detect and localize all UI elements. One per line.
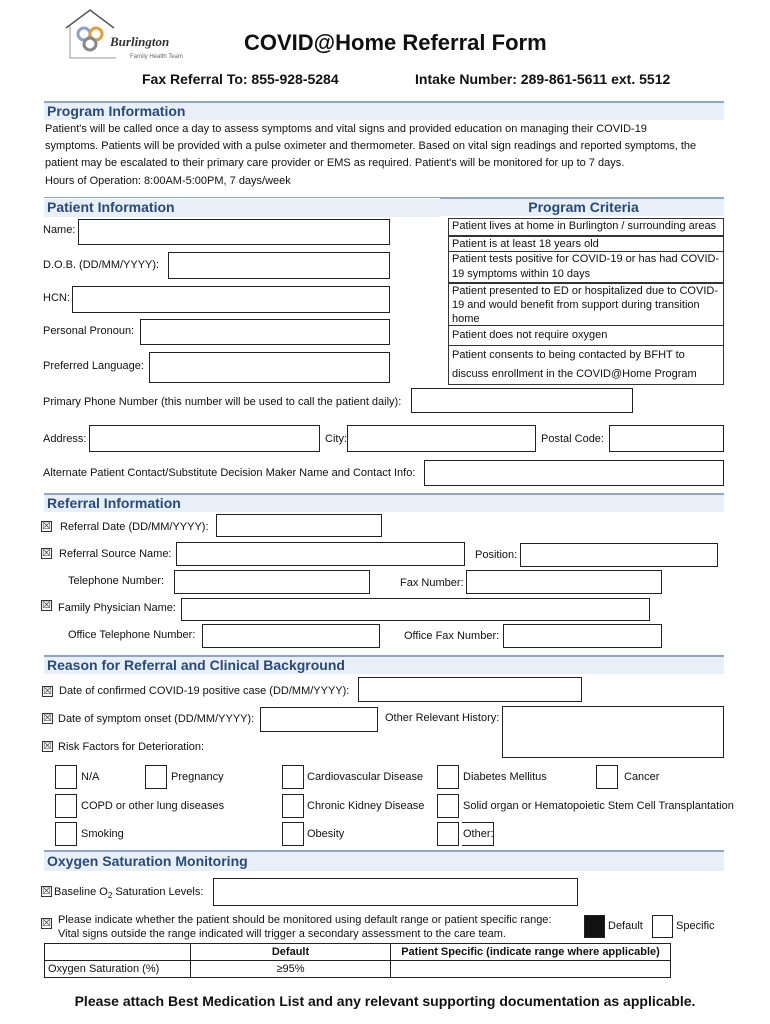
history-field[interactable]: [502, 706, 724, 758]
risk-checkbox-na[interactable]: [55, 765, 77, 789]
checkbox[interactable]: ☒: [42, 886, 51, 897]
fax-referral: Fax Referral To: 855-928-5284: [142, 71, 339, 87]
criteria-item: Patient presented to ED or hospitalized due to COVID-19 and would benefit from support during transition home: [448, 283, 724, 326]
risk-factors-label: Risk Factors for Deterioration:: [58, 741, 205, 753]
phone-field[interactable]: [411, 388, 633, 413]
patient-information-header: Patient Information: [44, 199, 440, 217]
onset-date-field[interactable]: [260, 707, 378, 732]
criteria-item: Patient tests positive for COVID-19 or has had COVID-19 symptoms within 10 days: [448, 251, 724, 283]
baseline-label-text: Baseline O: [54, 886, 108, 898]
checkbox[interactable]: ☒: [42, 600, 51, 611]
telephone-label: Telephone Number:: [68, 575, 165, 587]
position-label: Position:: [475, 549, 518, 561]
program-information-header: Program Information: [44, 101, 724, 120]
onset-date-label: Date of symptom onset (DD/MM/YYYY):: [58, 713, 255, 725]
oxygen-table: [44, 943, 671, 978]
office-fax-field[interactable]: [503, 624, 662, 648]
default-range-label: Default: [608, 920, 643, 932]
checkbox[interactable]: ☒: [42, 548, 51, 559]
name-label: Name:: [43, 224, 76, 236]
intake-number: Intake Number: 289-861-5611 ext. 5512: [415, 71, 671, 87]
criteria-item: Patient consents to being contacted by BFHT to discuss enrollment in the COVID@Home Program: [448, 345, 724, 385]
pronoun-label: Personal Pronoun:: [43, 325, 135, 337]
risk-checkbox-transplant[interactable]: [437, 794, 459, 818]
fax-number-label: Fax Number:: [400, 577, 464, 589]
alternate-contact-label: Alternate Patient Contact/Substitute Decision Maker Name and Contact Info:: [43, 467, 416, 479]
baseline-label: [54, 886, 203, 900]
physician-label: Family Physician Name:: [58, 602, 176, 614]
risk-checkbox-kidney[interactable]: [282, 794, 304, 818]
risk-label: Obesity: [307, 828, 345, 840]
risk-checkbox-pregnancy[interactable]: [145, 765, 167, 789]
referral-date-field[interactable]: [216, 514, 382, 537]
referral-date-label: Referral Date (DD/MM/YYYY):: [60, 521, 209, 533]
table-header-cell: Patient Specific (indicate range where applicable): [391, 944, 671, 961]
risk-label: Cancer: [624, 771, 660, 783]
risk-label: Diabetes Mellitus: [463, 771, 547, 783]
program-criteria-header: Program Criteria: [440, 197, 724, 216]
dob-label: D.O.B. (DD/MM/YYYY):: [43, 259, 160, 271]
program-info-line: patient may be escalated to their primary care provider or EMS as required. Patient's will be monitored for up to 7 days.: [45, 157, 625, 169]
table-cell: ≥95%: [191, 961, 391, 978]
risk-label: Solid organ or Hematopoietic Stem Cell Transplantation: [463, 800, 734, 812]
city-label: City:: [325, 433, 347, 445]
reason-header: Reason for Referral and Clinical Background: [44, 655, 724, 674]
table-cell: Oxygen Saturation (%): [45, 961, 191, 978]
baseline-subscript: 2: [107, 891, 113, 901]
position-field[interactable]: [520, 543, 718, 567]
phone-label: Primary Phone Number (this number will be used to call the patient daily):: [43, 396, 402, 408]
logo-subtitle: Family Health Team: [130, 54, 183, 60]
table-header-row: [45, 944, 671, 961]
patient-specific-range-field[interactable]: [391, 961, 671, 978]
language-label: Preferred Language:: [43, 360, 144, 372]
referral-information-header: Referral Information: [44, 493, 724, 512]
risk-label: COPD or other lung diseases: [81, 800, 225, 812]
office-telephone-field[interactable]: [202, 624, 380, 648]
risk-checkbox-copd[interactable]: [55, 794, 77, 818]
language-field[interactable]: [149, 352, 390, 383]
name-field[interactable]: [78, 219, 390, 245]
indicate-text: Please indicate whether the patient should be monitored using default range or patient specific range:: [58, 914, 552, 926]
office-telephone-label: Office Telephone Number:: [68, 629, 196, 641]
office-fax-label: Office Fax Number:: [404, 630, 500, 642]
oxygen-header: Oxygen Saturation Monitoring: [44, 850, 724, 871]
risk-checkbox-cancer[interactable]: [596, 765, 618, 789]
vital-signs-text: Vital signs outside the range indicated will trigger a secondary assessment to the care team.: [58, 928, 506, 940]
risk-label: Chronic Kidney Disease: [307, 800, 425, 812]
postal-code-field[interactable]: [609, 425, 724, 452]
baseline-label-rest: Saturation Levels:: [112, 886, 204, 898]
risk-checkbox-other[interactable]: [437, 822, 459, 846]
logo-name: Burlington: [110, 34, 170, 49]
risk-checkbox-smoking[interactable]: [55, 822, 77, 846]
telephone-field[interactable]: [174, 570, 370, 594]
risk-checkbox-diabetes[interactable]: [437, 765, 459, 789]
checkbox[interactable]: ☒: [43, 686, 52, 697]
risk-label: N/A: [81, 771, 100, 783]
address-label: Address:: [43, 433, 87, 445]
city-field[interactable]: [347, 425, 536, 452]
risk-label: Pregnancy: [171, 771, 224, 783]
default-range-checkbox[interactable]: [584, 915, 605, 938]
fax-number-field[interactable]: [466, 570, 662, 594]
risk-label: Cardiovascular Disease: [307, 771, 424, 783]
specific-range-label: Specific: [676, 920, 715, 932]
postal-code-label: Postal Code:: [541, 433, 604, 445]
checkbox[interactable]: ☒: [42, 521, 51, 532]
alternate-contact-field[interactable]: [424, 460, 724, 486]
history-label: Other Relevant History:: [385, 712, 500, 724]
referral-source-label: Referral Source Name:: [59, 548, 172, 560]
table-header-cell: [45, 944, 191, 961]
table-row: [45, 961, 671, 978]
criteria-item: Patient is at least 18 years old: [448, 236, 724, 252]
hours-of-operation: Hours of Operation: 8:00AM-5:00PM, 7 days/week: [45, 175, 291, 187]
risk-label: Other:: [463, 828, 494, 840]
physician-field[interactable]: [181, 598, 650, 621]
checkbox[interactable]: ☒: [42, 918, 51, 929]
program-info-line: Patient's will be called once a day to assess symptoms and vital signs and provided education on managing their COVID-19: [45, 123, 647, 135]
hcn-field[interactable]: [72, 286, 390, 313]
confirmed-date-label: Date of confirmed COVID-19 positive case (DD/MM/YYYY):: [59, 685, 350, 697]
program-info-line: symptoms. Patients will be provided with a pulse oximeter and thermometer. Based on vital sign readings and reported symptoms, the: [45, 140, 697, 152]
pronoun-field[interactable]: [140, 319, 390, 345]
checkbox[interactable]: ☒: [43, 741, 52, 752]
specific-range-checkbox[interactable]: [652, 915, 673, 938]
risk-label: Smoking: [81, 828, 124, 840]
checkbox[interactable]: ☒: [43, 713, 52, 724]
criteria-item: Patient does not require oxygen: [448, 325, 724, 346]
footer-note: Please attach Best Medication List and any relevant supporting documentation as applicable.: [74, 993, 696, 1009]
risk-checkbox-cardiovascular[interactable]: [282, 765, 304, 789]
page-title: COVID@Home Referral Form: [244, 30, 547, 55]
hcn-label: HCN:: [43, 292, 70, 304]
address-field[interactable]: [89, 425, 320, 452]
referral-source-field[interactable]: [176, 542, 465, 566]
dob-field[interactable]: [168, 252, 390, 279]
confirmed-date-field[interactable]: [358, 677, 582, 702]
baseline-field[interactable]: [213, 878, 578, 906]
logo: [64, 6, 194, 64]
other-risk-field[interactable]: [462, 822, 494, 846]
criteria-item: Patient lives at home in Burlington / surrounding areas: [448, 218, 724, 236]
table-header-cell: Default: [191, 944, 391, 961]
risk-checkbox-obesity[interactable]: [282, 822, 304, 846]
